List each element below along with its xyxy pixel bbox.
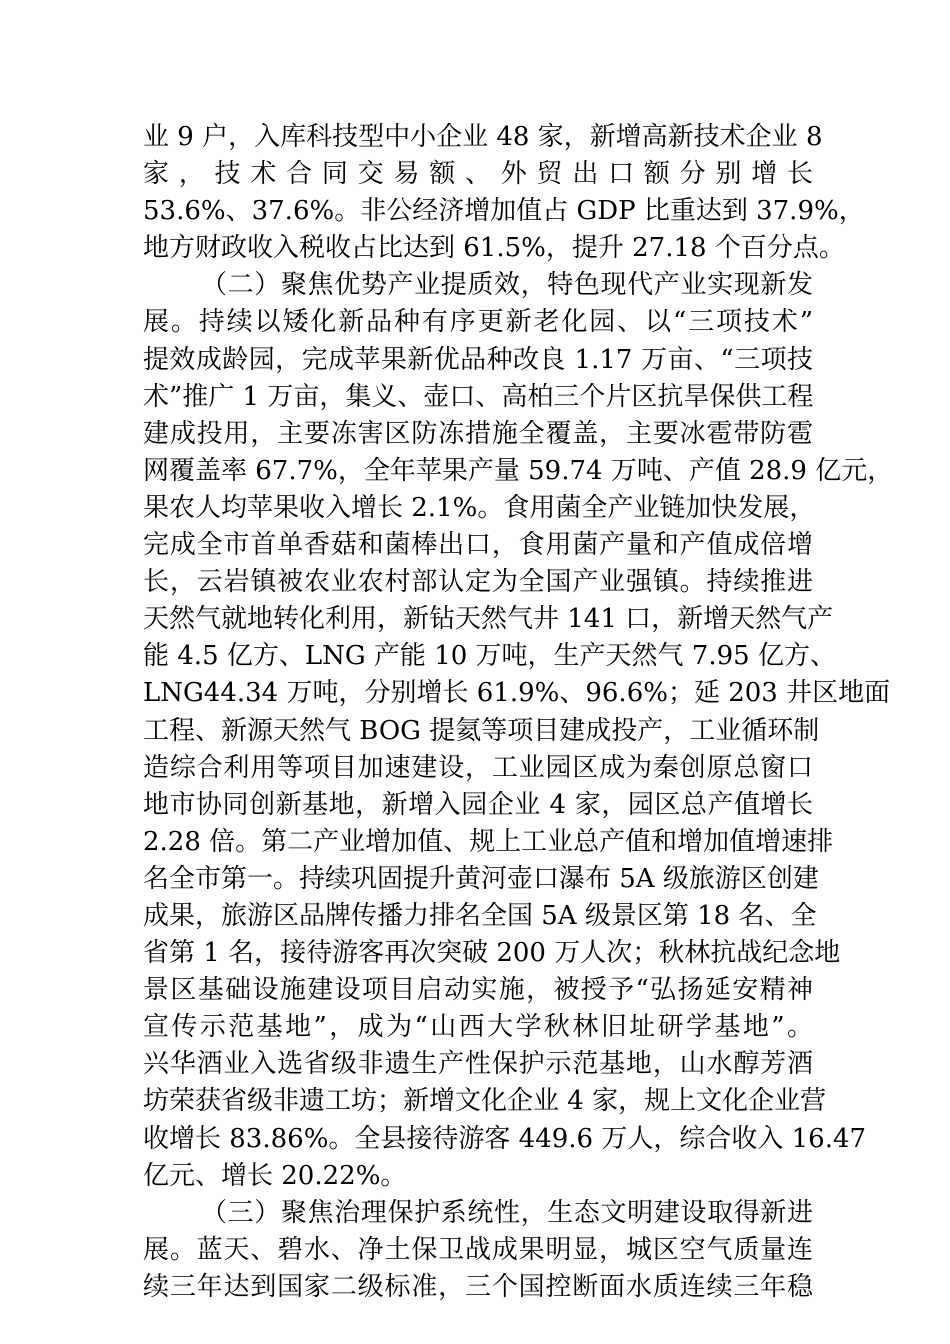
text-line: 提效成龄园，完成苹果新优品种改良 1.17 万亩、“三项技 — [143, 344, 813, 375]
text-line: 天然气就地转化利用，新钻天然气井 141 口，新增天然气产 — [143, 604, 834, 635]
text-line: LNG44.34 万吨，分别增长 61.9%、96.6%；延 203 井区地面 — [143, 678, 891, 709]
text-line: 53.6%、37.6%。非公经济增加值占 GDP 比重达到 37.9%， — [143, 196, 865, 227]
text-line: 造综合利用等项目加速建设，工业园区成为秦创原总窗口 — [143, 752, 813, 783]
text-line: 展。蓝天、碧水、净土保卫战成果明显，城区空气质量连 — [143, 1234, 813, 1265]
body-text — [143, 119, 894, 1306]
text-line: 景区基础设施建设项目启动实施，被授予“弘扬延安精神 — [143, 975, 813, 1006]
text-line: 能 4.5 亿方、LNG 产能 10 万吨，生产天然气 7.95 亿方、 — [143, 641, 836, 672]
text-line: 果农人均苹果收入增长 2.1%。食用菌全产业链加快发展， — [143, 492, 816, 523]
section-heading-line: （三）聚焦治理保护系统性，生态文明建设取得新进 — [201, 1197, 813, 1228]
text-line: 收增长 83.86%。全县接待游客 449.6 万人，综合收入 16.47 — [143, 1123, 867, 1154]
text-line: 坊荣获省级非遗工坊；新增文化企业 4 家，规上文化企业营 — [143, 1086, 827, 1117]
text-line: 家 ， 技 术 合 同 交 易 额 、 外 贸 出 口 额 分 别 增 长 — [143, 159, 813, 190]
text-line: 建成投用，主要冻害区防冻措施全覆盖，主要冰雹带防雹 — [143, 418, 813, 449]
text-line: 成果，旅游区品牌传播力排名全国 5A 级景区第 18 名、全 — [143, 900, 817, 931]
text-line: 2.28 倍。第二产业增加值、规上工业总产值和增加值增速排 — [143, 826, 834, 857]
text-line: 网覆盖率 67.7%，全年苹果产量 59.74 万吨、产值 28.9 亿元， — [143, 455, 894, 486]
text-line: 术”推广 1 万亩，集义、壶口、高柏三个片区抗旱保供工程 — [143, 381, 814, 412]
paragraph-end-line: 亿元、增长 20.22%。 — [143, 1160, 407, 1191]
text-line: 宣传示范基地”，成为“山西大学秋林旧址研学基地”。 — [143, 1012, 813, 1043]
text-line: 完成全市首单香菇和菌棒出口，食用菌产量和产值成倍增 — [143, 530, 813, 561]
text-line: 长，云岩镇被农业农村部认定为全国产业强镇。持续推进 — [143, 567, 813, 598]
text-line: 地市协同创新基地，新增入园企业 4 家，园区总产值增长 — [143, 789, 813, 820]
text-line: 兴华酒业入选省级非遗生产性保护示范基地，山水醇芳酒 — [143, 1049, 813, 1080]
text-line: 地方财政收入税收占比达到 61.5%，提升 27.18 个百分点。 — [143, 233, 845, 264]
text-line: 展。持续以矮化新品种有序更新老化园、以“三项技术” — [143, 307, 813, 338]
section-heading-line: （二）聚焦优势产业提质效，特色现代产业实现新发 — [201, 270, 813, 301]
text-line: 名全市第一。持续巩固提升黄河壶口瀑布 5A 级旅游区创建 — [143, 863, 819, 894]
text-line: 业 9 户，入库科技型中小企业 48 家，新增高新技术企业 8 — [143, 122, 823, 152]
text-line: 工程、新源天然气 BOG 提氦等项目建成投产，工业循环制 — [143, 715, 820, 746]
text-line: 省第 1 名，接待游客再次突破 200 万人次；秋林抗战纪念地 — [143, 938, 841, 969]
text-line: 续三年达到国家二级标准，三个国控断面水质连续三年稳 — [143, 1271, 813, 1302]
